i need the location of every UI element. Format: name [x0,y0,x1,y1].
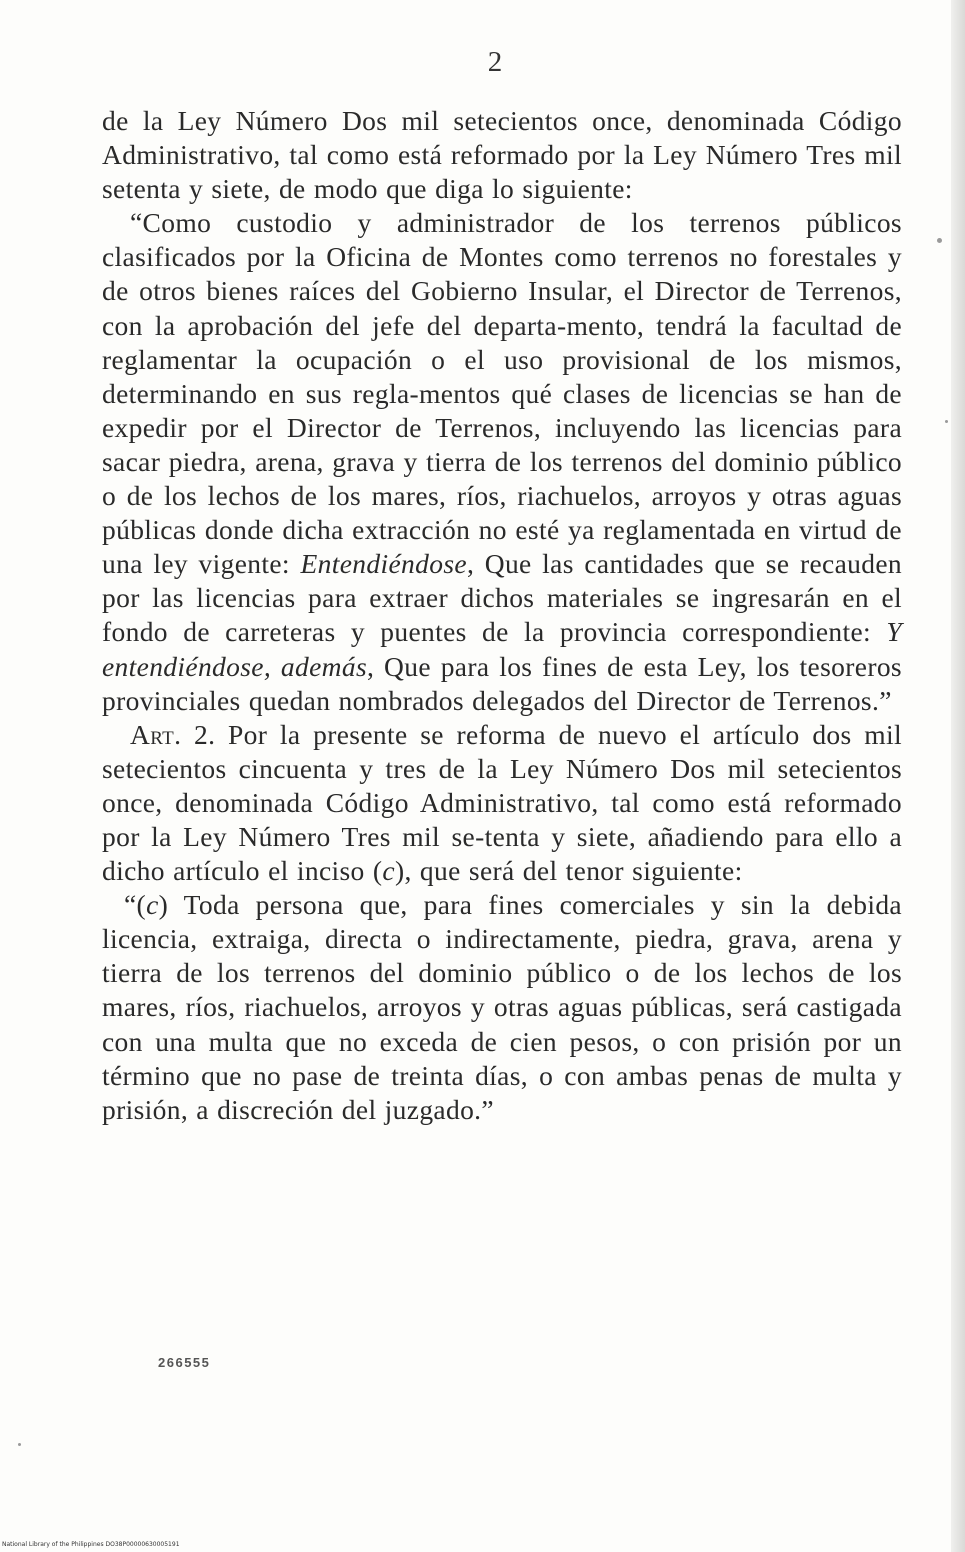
page-number: 2 [487,46,503,78]
page-speck [937,238,942,243]
paragraph-text: ) Toda persona que, para fines comerciales y sin la debida licencia, extraiga, directa o indirectamente, piedra, grava, arena y tierra de los terrenos del dominio público o de los lechos de los mares, ríos, riachuelos, arroyos y otras aguas públicas, será castigada con una multa que no exceda de cien pesos, o con prisión por un término que no pase de treinta días, o con ambas penas de multa y prisión, a discreción del juzgado.” [102,889,902,1125]
print-code: 266555 [158,1355,211,1370]
paragraph-text: “( [124,889,147,921]
paragraph-text: . 2. Por la presente se reforma de nuevo el artículo dos mil setecientos cincuenta y tres de la Ley Número Dos mil setecientos once, denominada Código Administrativo, tal como está reformado por la Ley Número Tres mil se-tenta y siete, añadiendo para ello a dicho artículo el inciso ( [102,718,902,887]
italic-text: c [146,889,159,921]
paragraph [102,104,902,206]
italic-text: Y entendiéndose, además [102,616,902,682]
paragraph [102,888,902,1127]
page-edge-shadow [951,0,965,1552]
page-speck [18,1443,21,1446]
paragraph [102,718,902,888]
body-text [102,104,902,1127]
footer-credit: National Library of the Philippines DO38P00000630005191 [2,1541,180,1548]
paragraph-text: , Que para los fines de esta Ley, los tesoreros provinciales quedan nombrados delegados del Director de Terrenos.” [102,650,902,716]
italic-text: Entendiéndose [300,548,467,580]
paragraph [102,206,902,717]
paragraph-text: “Como custodio y administrador de los terrenos públicos clasificados por la Oficina de Montes como terrenos no forestales y de otros bienes raíces del Gobierno Insular, el Director de Terrenos, con la aprobación del jefe del departa-mento, tendrá la facultad de reglamentar la ocupación o el uso provisional de los mismos, determinando en sus regla-mentos qué clases de licencias se han de expedir por el Director de Terrenos, incluyendo las licencias para sacar piedra, arena, grava y tierra de los terrenos del dominio público o de los lechos de los mares, ríos, riachuelos, arroyos y otras aguas públicas donde dicha extracción no esté ya reglamentada en virtud de una ley vigente: [102,207,902,580]
paragraph-text: de la Ley Número Dos mil setecientos once, denominada Código Administrativo, tal como está reformado por la Ley Número Tres mil setenta y siete, de modo que diga lo siguiente: [102,105,902,205]
paragraph-text: ), que será del tenor siguiente: [394,855,743,887]
paragraph-text: , Que las cantidades que se recauden por las licencias para extraer dichos materiales se ingresarán en el fondo de carreteras y puentes de la provincia correspondiente: [102,548,902,648]
paragraph-text: Art [130,718,175,750]
italic-text: c [382,855,395,887]
page-speck [945,420,948,423]
